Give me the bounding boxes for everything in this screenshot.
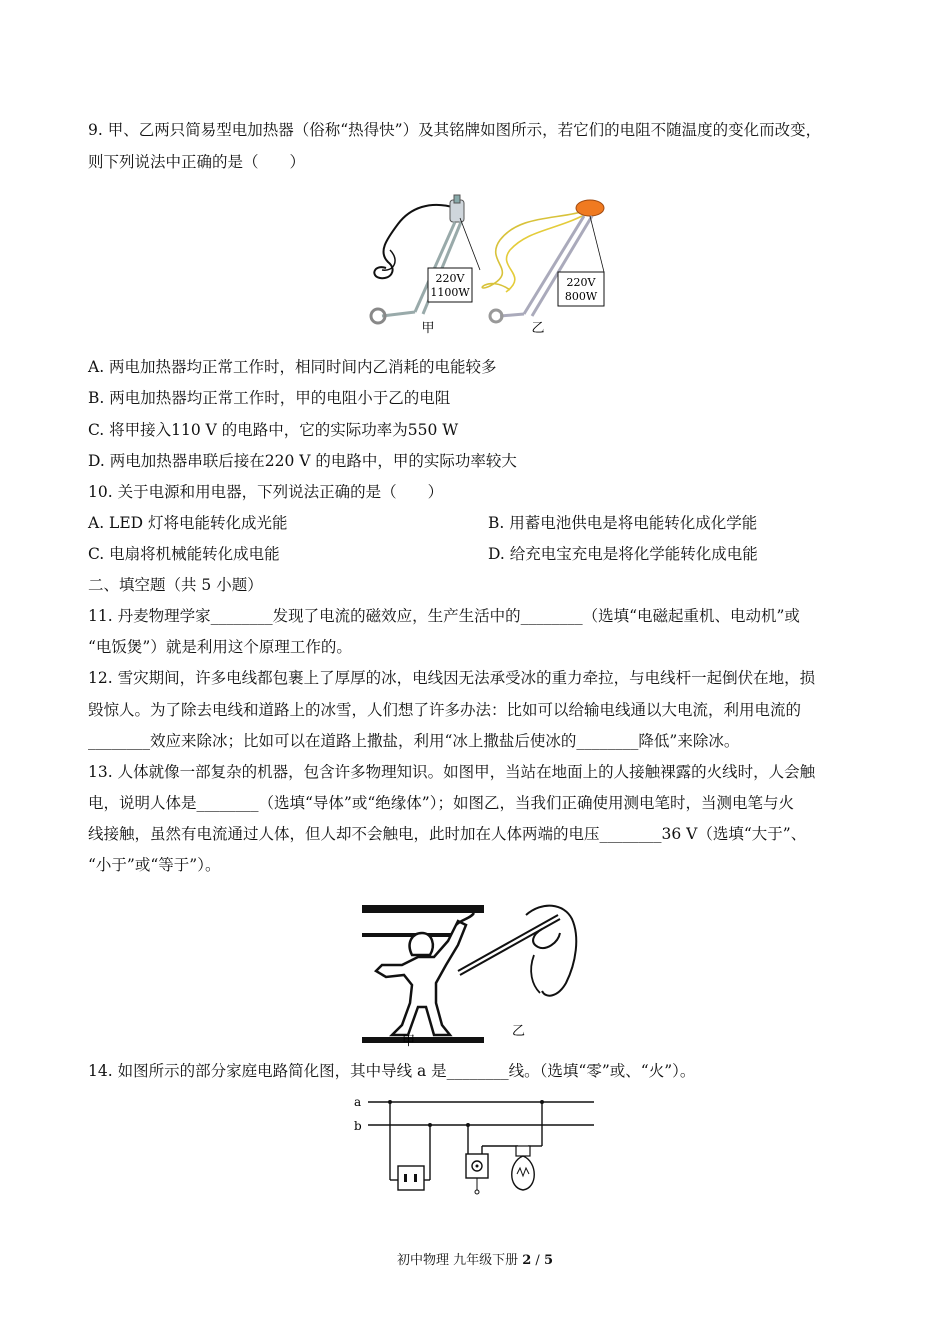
heater-yi-power: 800W bbox=[564, 290, 598, 303]
page-separator: / bbox=[531, 1253, 544, 1268]
q9-option-b: B. 两电加热器均正常工作时，甲的电阻小于乙的电阻 bbox=[88, 389, 451, 407]
q13-line-2: 电，说明人体是________（选填“导体”或“绝缘体”）；如图乙，当我们正确使用测电笔时，当测电笔与火 bbox=[88, 794, 794, 812]
q9-heater-figure bbox=[360, 190, 616, 340]
q10-option-a: A. LED 灯将电能转化成光能 bbox=[88, 514, 288, 532]
figure-jia-label: 甲 bbox=[402, 1034, 416, 1049]
q12-line-1: 12. 雪灾期间，许多电线都包裹上了厚厚的冰，电线因无法承受冰的重力牵拉，与电线杆一起倒伏在地，损 bbox=[88, 669, 816, 687]
page-footer bbox=[0, 1249, 950, 1268]
heater-yi-image bbox=[482, 200, 604, 322]
heater-yi-voltage: 220V bbox=[566, 276, 596, 289]
q9-option-a: A. 两电加热器均正常工作时，相同时间内乙消耗的电能较多 bbox=[88, 358, 497, 376]
q12-line-3: ________效应来除冰；比如可以在道路上撒盐，利用“冰上撒盐后使冰的________降低”来除冰。 bbox=[88, 732, 740, 750]
q14-stem: 14. 如图所示的部分家庭电路简化图，其中导线 a 是________线。（选填“零”或、“火”）。 bbox=[88, 1062, 696, 1080]
test-pen-hand-image bbox=[458, 906, 576, 996]
heater-jia-voltage: 220V bbox=[435, 272, 465, 285]
page-number: 2 bbox=[522, 1253, 532, 1268]
section-title: 二、填空题（共 5 小题） bbox=[88, 576, 263, 594]
person-touching-wire-image bbox=[362, 905, 484, 1043]
q9-stem-line-2: 则下列说法中正确的是（ ） bbox=[88, 153, 306, 171]
q14-circuit-diagram bbox=[352, 1090, 602, 1200]
bulb-symbol bbox=[482, 1100, 544, 1190]
footer-text: 初中物理 九年级下册 bbox=[396, 1253, 523, 1268]
q10-stem: 10. 关于电源和用电器，下列说法正确的是（ ） bbox=[88, 483, 444, 501]
q12-line-2: 毁惊人。为了除去电线和道路上的冰雪，人们想了许多办法：比如可以给输电线通以大电流，利用电流的 bbox=[88, 701, 802, 719]
heater-jia-label: 甲 bbox=[421, 321, 435, 336]
q11-line-1: 11. 丹麦物理学家________发现了电流的磁效应，生产生活中的________（选填“电磁起重机、电动机”或 bbox=[88, 607, 800, 625]
q10-option-b: B. 用蓄电池供电是将电能转化成化学能 bbox=[488, 514, 758, 532]
q13-line-4: “小于”或“等于”）。 bbox=[88, 856, 221, 874]
wire-b-label: b bbox=[354, 1119, 362, 1133]
heater-jia-power: 1100W bbox=[430, 286, 470, 299]
q13-line-3: 线接触，虽然有电流通过人体，但人却不会触电，此时加在人体两端的电压________36 V（选填“大于”、 bbox=[88, 825, 807, 843]
q10-option-d: D. 给充电宝充电是将化学能转化成电能 bbox=[488, 545, 758, 563]
heater-jia-image bbox=[371, 195, 480, 323]
q13-human-figure bbox=[362, 885, 592, 1050]
switch-symbol bbox=[466, 1123, 488, 1194]
wire-a-label: a bbox=[354, 1095, 362, 1109]
heater-yi-label: 乙 bbox=[531, 321, 545, 336]
q9-option-d: D. 两电加热器串联后接在220 V 的电路中，甲的实际功率较大 bbox=[88, 452, 517, 470]
q9-stem-line-1: 9. 甲、乙两只简易型电加热器（俗称“热得快”）及其铭牌如图所示，若它们的电阻不随温度的变化而改变， bbox=[88, 121, 822, 139]
q9-option-c: C. 将甲接入110 V 的电路中，它的实际功率为550 W bbox=[88, 421, 459, 439]
q10-option-c: C. 电扇将机械能转化成电能 bbox=[88, 545, 280, 563]
figure-yi-label: 乙 bbox=[512, 1024, 526, 1039]
socket-symbol bbox=[388, 1100, 432, 1190]
q13-line-1: 13. 人体就像一部复杂的机器，包含许多物理知识。如图甲，当站在地面上的人接触裸露的火线时，人会触 bbox=[88, 763, 816, 781]
page-total: 5 bbox=[543, 1253, 553, 1268]
q11-line-2: “电饭煲”）就是利用这个原理工作的。 bbox=[88, 638, 352, 656]
